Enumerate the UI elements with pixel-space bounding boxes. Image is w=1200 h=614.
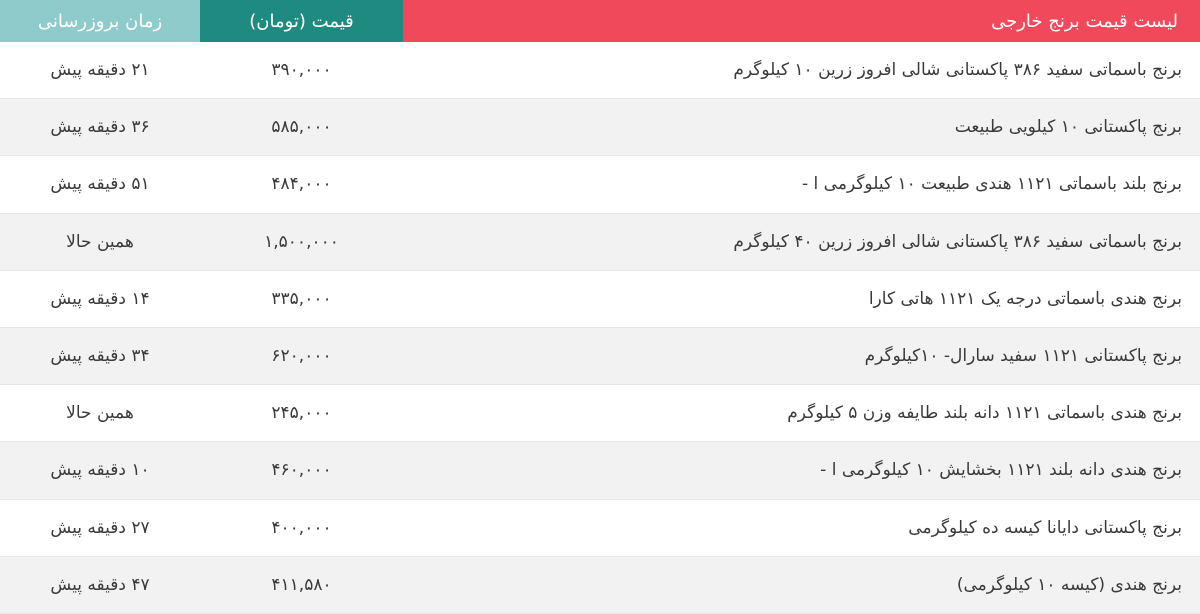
row-price: ۵۸۵,۰۰۰ (271, 117, 332, 138)
row-product: برنج هندی دانه بلند ۱۱۲۱ بخشایش ۱۰ کیلوگرمی ا - (820, 460, 1182, 481)
table-row (0, 42, 1200, 99)
row-price: ۴۰۰,۰۰۰ (271, 517, 332, 538)
table-row (0, 557, 1200, 614)
header-product (403, 0, 1200, 42)
row-time: همین حالا (66, 231, 134, 252)
row-price: ۳۹۰,۰۰۰ (271, 60, 332, 81)
row-price: ۴۸۴,۰۰۰ (271, 174, 332, 195)
row-time: ۴۷ دقیقه پیش (50, 574, 150, 595)
table-header (0, 0, 1200, 42)
row-price: ۲۴۵,۰۰۰ (271, 403, 332, 424)
row-price: ۴۱۱,۵۸۰ (271, 574, 332, 595)
row-time: ۳۶ دقیقه پیش (50, 117, 150, 138)
table-row (0, 271, 1200, 328)
row-product: برنج هندی باسماتی درجه یک ۱۱۲۱ هاتی کارا (868, 288, 1182, 309)
header-price-label: قیمت (تومان) (249, 10, 354, 32)
row-time: ۱۴ دقیقه پیش (50, 288, 150, 309)
row-time: همین حالا (66, 403, 134, 424)
row-time: ۲۱ دقیقه پیش (50, 60, 150, 81)
row-price: ۴۶۰,۰۰۰ (271, 460, 332, 481)
header-time (0, 0, 200, 42)
table-row (0, 500, 1200, 557)
row-price: ۶۲۰,۰۰۰ (271, 346, 332, 367)
row-time: ۳۴ دقیقه پیش (50, 346, 150, 367)
row-time: ۲۷ دقیقه پیش (50, 517, 150, 538)
row-product: برنج هندی (کیسه ۱۰ کیلوگرمی) (956, 574, 1182, 595)
row-product: برنج پاکستانی ۱۰ کیلویی طبیعت (954, 117, 1182, 138)
row-product: برنج باسماتی سفید ۳۸۶ پاکستانی شالی افروز زرین ۴۰ کیلوگرم (733, 231, 1182, 252)
row-product: برنج بلند باسماتی ۱۱۲۱ هندی طبیعت ۱۰ کیلوگرمی ا - (802, 174, 1182, 195)
table-row (0, 156, 1200, 213)
table-row (0, 328, 1200, 385)
header-price (200, 0, 403, 42)
table-row (0, 442, 1200, 499)
row-time: ۱۰ دقیقه پیش (50, 460, 150, 481)
row-product: برنج پاکستانی ۱۱۲۱ سفید سارال- ۱۰کیلوگرم (864, 346, 1182, 367)
table-row (0, 99, 1200, 156)
table-row (0, 214, 1200, 271)
table-body (0, 42, 1200, 614)
row-product: برنج هندی باسماتی ۱۱۲۱ دانه بلند طایفه وزن ۵ کیلوگرم (787, 403, 1182, 424)
row-time: ۵۱ دقیقه پیش (50, 174, 150, 195)
row-price: ۳۳۵,۰۰۰ (271, 288, 332, 309)
row-price: ۱,۵۰۰,۰۰۰ (264, 231, 339, 252)
row-product: برنج باسماتی سفید ۳۸۶ پاکستانی شالی افروز زرین ۱۰ کیلوگرم (733, 60, 1182, 81)
table-row (0, 385, 1200, 442)
header-product-label: لیست قیمت برنج خارجی (991, 10, 1178, 32)
row-product: برنج پاکستانی دایانا کیسه ده کیلوگرمی (908, 517, 1182, 538)
header-time-label: زمان بروزرسانی (37, 10, 163, 32)
